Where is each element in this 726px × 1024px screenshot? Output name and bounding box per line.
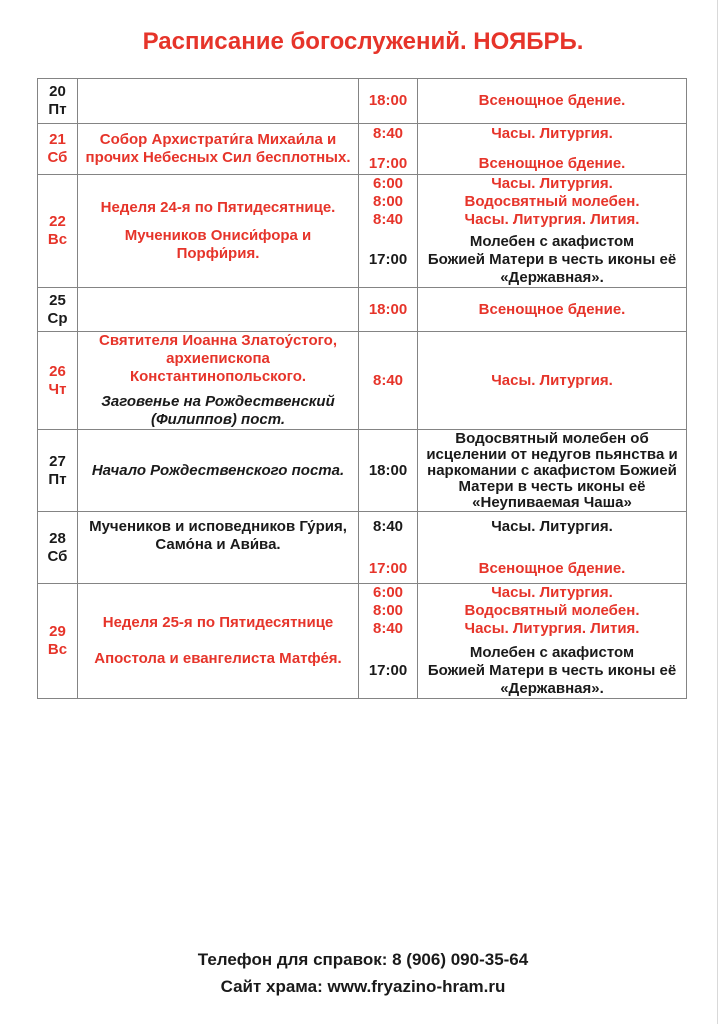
footer-phone: Телефон для справок: 8 (906) 090-35-64 xyxy=(197,950,529,969)
date-line: Пт xyxy=(48,470,67,488)
service-line: Часы. Литургия. xyxy=(491,371,613,389)
service-entry xyxy=(418,431,686,511)
date-line: Сб xyxy=(47,149,68,166)
date-cell xyxy=(38,79,78,124)
page-footer xyxy=(0,946,726,1000)
time-cell xyxy=(359,79,418,124)
date-line: 25 xyxy=(49,291,66,309)
description-line: Святителя Иоанна Златоу́стого, xyxy=(99,332,337,349)
description-paragraph xyxy=(78,393,358,429)
service-entry xyxy=(418,175,686,193)
description-paragraph xyxy=(78,518,358,554)
date-cell xyxy=(38,175,78,288)
time-cell xyxy=(359,175,418,288)
time-entry: 6:00 xyxy=(372,175,404,192)
date-line: Чт xyxy=(48,380,67,398)
date-line: Ср xyxy=(47,309,68,327)
service-cell xyxy=(418,175,687,288)
description-line: Апостола и евангелиста Матфе́я. xyxy=(94,650,342,667)
date-cell xyxy=(38,288,78,332)
table-row xyxy=(38,288,687,332)
time-entry: 18:00 xyxy=(368,300,408,318)
date-line: Вс xyxy=(47,231,68,248)
footer-site: Сайт храма: www.fryazino-hram.ru xyxy=(220,977,506,996)
service-entry xyxy=(418,125,686,143)
service-entry xyxy=(418,193,686,211)
table-row xyxy=(38,175,687,288)
time-entry: 17:00 xyxy=(368,559,408,577)
time-entry: 8:40 xyxy=(372,125,404,142)
table-row xyxy=(38,430,687,512)
service-entry xyxy=(418,644,686,698)
description-line: архиепископа xyxy=(166,350,270,367)
description-line: (Филиппов) пост. xyxy=(150,411,286,428)
service-line: наркомании с акафистом Божией xyxy=(427,461,677,479)
description-paragraph xyxy=(78,332,358,386)
service-line: Часы. Литургия. xyxy=(491,175,613,192)
service-entry xyxy=(418,584,686,602)
date-cell xyxy=(38,512,78,584)
service-entry xyxy=(418,211,686,229)
page-edge-line xyxy=(717,0,718,1024)
service-line: Часы. Литургия. xyxy=(491,125,613,142)
service-line: Часы. Литургия. Лития. xyxy=(464,211,640,228)
service-line: Водосвятный молебен об xyxy=(455,429,649,447)
service-cell xyxy=(418,512,687,584)
service-line: Божией Матери в честь иконы её xyxy=(427,251,677,268)
time-cell xyxy=(359,288,418,332)
description-paragraph xyxy=(78,462,358,480)
description-cell xyxy=(78,512,359,584)
description-paragraph xyxy=(78,131,358,167)
service-line: Часы. Литургия. Лития. xyxy=(464,620,640,637)
description-line: прочих Небесных Сил бесплотных. xyxy=(85,149,351,166)
time-entry: 8:40 xyxy=(372,517,404,535)
service-line: Водосвятный молебен. xyxy=(464,602,640,619)
service-line: Матери в честь иконы её xyxy=(458,477,646,495)
date-line: 28 xyxy=(49,529,66,547)
description-line: Неделя 24-я по Пятидесятнице. xyxy=(100,199,336,216)
description-line: Само́на и Ави́ва. xyxy=(155,536,281,553)
description-paragraph xyxy=(78,199,358,217)
service-line: Всенощное бдение. xyxy=(478,155,626,172)
table-row xyxy=(38,332,687,430)
service-line: Часы. Литургия. xyxy=(491,584,613,601)
time-entry: 8:40 xyxy=(372,371,404,389)
date-line: Вс xyxy=(47,641,68,658)
time-entry: 17:00 xyxy=(368,155,408,172)
description-cell xyxy=(78,175,359,288)
service-line: Молебен с акафистом xyxy=(469,644,635,661)
description-line: Начало Рождественского поста. xyxy=(91,461,345,479)
description-line: Мучеников Ониси́фора и xyxy=(124,227,312,244)
service-line: исцелении от недугов пьянства и xyxy=(426,445,678,463)
time-cell xyxy=(359,430,418,512)
service-entry xyxy=(418,92,686,110)
service-line: Молебен с акафистом xyxy=(469,233,635,250)
service-line: Всенощное бдение. xyxy=(478,92,626,109)
page-title: Расписание богослужений. НОЯБРЬ. xyxy=(142,28,584,55)
time-cell xyxy=(359,584,418,699)
description-cell xyxy=(78,79,359,124)
service-line: «Державная». xyxy=(500,269,604,286)
date-cell xyxy=(38,124,78,175)
time-cell xyxy=(359,124,418,175)
date-line: 29 xyxy=(49,623,66,640)
time-entry: 17:00 xyxy=(368,251,408,268)
schedule-table-body xyxy=(38,79,687,699)
description-line: Порфи́рия. xyxy=(176,245,260,262)
time-entry: 18:00 xyxy=(368,92,408,109)
date-line: Пт xyxy=(48,101,67,118)
description-paragraph xyxy=(78,650,358,668)
date-cell xyxy=(38,584,78,699)
time-entry: 8:00 xyxy=(372,193,404,210)
schedule-table xyxy=(37,78,687,699)
service-entry xyxy=(418,155,686,173)
description-cell xyxy=(78,288,359,332)
time-entry: 8:40 xyxy=(372,620,404,637)
date-line: Сб xyxy=(47,547,68,565)
service-entry xyxy=(418,372,686,390)
service-line: Часы. Литургия. xyxy=(491,517,613,535)
date-line: 27 xyxy=(49,452,66,470)
date-line: 20 xyxy=(49,83,66,100)
description-line: Заговенье на Рождественский xyxy=(101,393,335,410)
date-line: 26 xyxy=(49,362,66,380)
service-cell xyxy=(418,288,687,332)
description-line: Неделя 25-я по Пятидесятнице xyxy=(102,614,334,631)
service-entry xyxy=(418,602,686,620)
description-line: Константинопольского. xyxy=(129,368,307,385)
date-cell xyxy=(38,430,78,512)
table-row xyxy=(38,79,687,124)
service-entry xyxy=(418,620,686,638)
service-entry xyxy=(418,518,686,536)
date-line: 21 xyxy=(49,131,66,148)
table-row xyxy=(38,584,687,699)
description-paragraph xyxy=(78,614,358,632)
service-line: «Неупиваемая Чаша» xyxy=(472,493,632,511)
service-line: «Державная». xyxy=(500,680,604,697)
service-line: Водосвятный молебен. xyxy=(464,193,640,210)
service-line: Всенощное бдение. xyxy=(478,559,626,577)
description-cell xyxy=(78,332,359,430)
service-cell xyxy=(418,332,687,430)
time-entry: 18:00 xyxy=(368,461,408,479)
description-cell xyxy=(78,430,359,512)
table-row xyxy=(38,512,687,584)
service-entry xyxy=(418,301,686,319)
service-cell xyxy=(418,430,687,512)
time-entry: 8:00 xyxy=(372,602,404,619)
time-entry: 8:40 xyxy=(372,211,404,228)
description-cell xyxy=(78,584,359,699)
service-cell xyxy=(418,584,687,699)
description-cell xyxy=(78,124,359,175)
description-line: Мучеников и исповедников Гу́рия, xyxy=(89,518,347,535)
table-row xyxy=(38,124,687,175)
date-line: 22 xyxy=(49,213,66,230)
service-entry xyxy=(418,560,686,578)
date-cell xyxy=(38,332,78,430)
description-paragraph xyxy=(78,227,358,263)
time-entry: 6:00 xyxy=(372,584,404,601)
service-cell xyxy=(418,79,687,124)
description-line: Собор Архистрати́га Михаи́ла и xyxy=(99,131,337,148)
service-line: Божией Матери в честь иконы её xyxy=(427,662,677,679)
time-entry: 17:00 xyxy=(368,662,408,679)
service-line: Всенощное бдение. xyxy=(478,300,626,318)
service-cell xyxy=(418,124,687,175)
service-entry xyxy=(418,233,686,287)
time-cell xyxy=(359,512,418,584)
time-cell xyxy=(359,332,418,430)
